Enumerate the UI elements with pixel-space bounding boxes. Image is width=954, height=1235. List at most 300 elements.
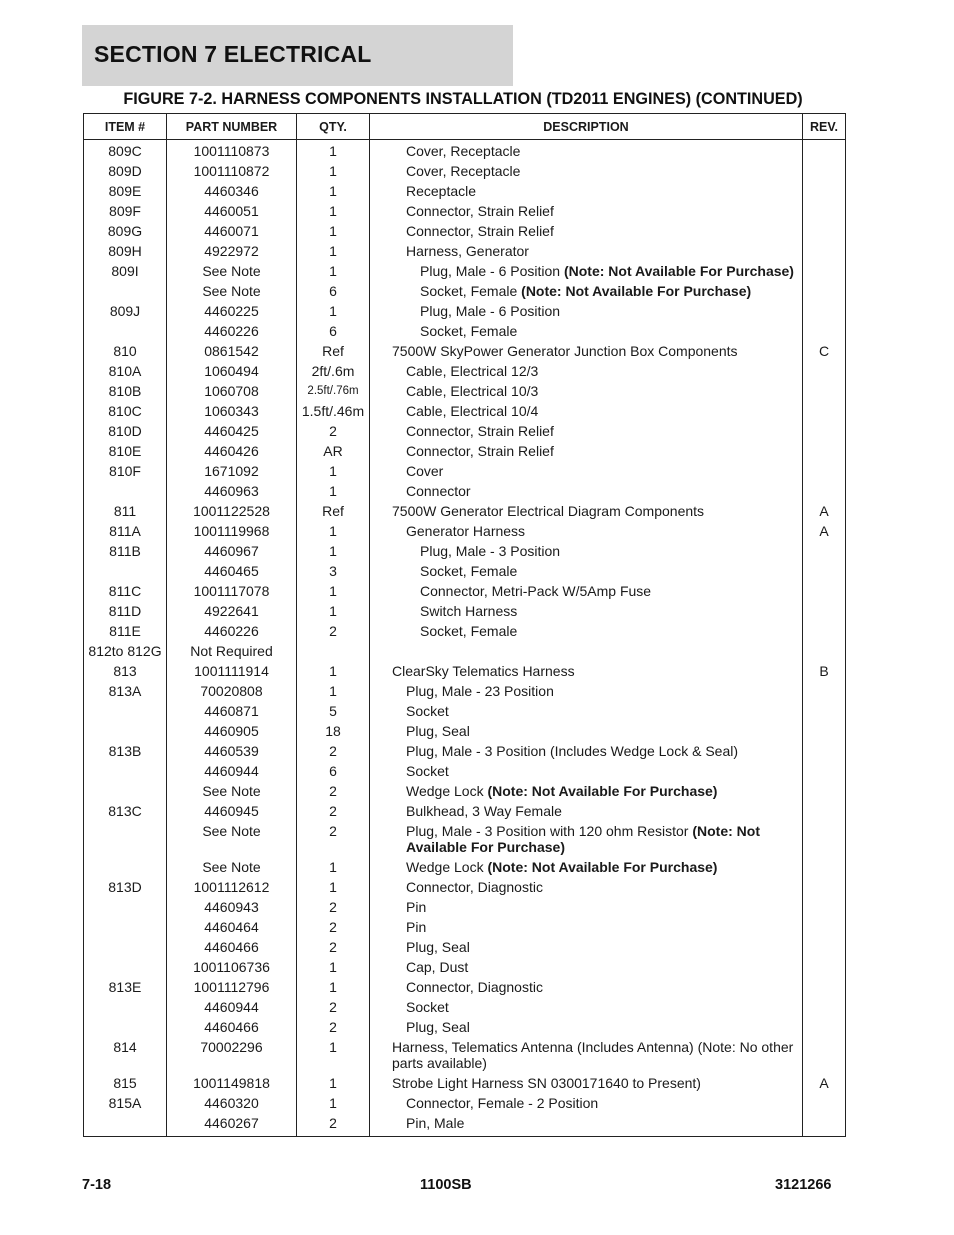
cell-item-number: 813C [84,801,167,821]
table-row [84,957,846,977]
table-row [84,140,846,162]
cell-item-number: 809J [84,301,167,321]
cell-qty: Ref [297,501,370,521]
description-label: Bulkhead, 3 Way Female [406,803,562,819]
description-text [374,603,798,619]
cell-qty: 2 [297,741,370,761]
cell-description [370,261,803,281]
cell-part-number: 4460963 [167,481,297,501]
description-text [374,879,798,895]
cell-item-number: 815 [84,1073,167,1093]
cell-revision [803,857,846,877]
cell-revision: B [803,661,846,681]
description-text [374,243,798,259]
footer-model: 1100SB [420,1177,472,1193]
cell-revision [803,897,846,917]
cell-qty: 1 [297,601,370,621]
cell-revision [803,181,846,201]
cell-qty: 1 [297,481,370,501]
cell-part-number: 70020808 [167,681,297,701]
cell-description [370,741,803,761]
cell-qty: 2 [297,821,370,857]
description-text [374,283,798,299]
cell-part-number: 4460225 [167,301,297,321]
cell-description [370,801,803,821]
cell-item-number [84,857,167,877]
cell-description [370,241,803,261]
description-label: Socket, Female [420,563,518,579]
cell-revision [803,221,846,241]
cell-description [370,140,803,162]
description-text [374,223,798,239]
cell-part-number: 1001111914 [167,661,297,681]
cell-description [370,401,803,421]
cell-description [370,957,803,977]
table-row [84,561,846,581]
cell-item-number: 811D [84,601,167,621]
cell-part-number: 4460426 [167,441,297,461]
table-row [84,481,846,501]
description-text [374,363,798,379]
cell-item-number: 810D [84,421,167,441]
cell-qty: AR [297,441,370,461]
cell-revision [803,821,846,857]
description-text [374,463,798,479]
cell-revision [803,1113,846,1137]
cell-item-number: 809H [84,241,167,261]
cell-description [370,917,803,937]
cell-qty: 1 [297,681,370,701]
cell-qty: 2ft/.6m [297,361,370,381]
description-text [374,823,798,855]
cell-qty: 1 [297,241,370,261]
cell-revision [803,997,846,1017]
cell-part-number: 70002296 [167,1037,297,1073]
cell-revision [803,281,846,301]
description-label: Wedge Lock [406,859,488,875]
description-text [374,743,798,759]
table-header-row [84,114,846,140]
cell-qty: 1 [297,201,370,221]
table-row [84,441,846,461]
cell-description [370,361,803,381]
cell-revision [803,581,846,601]
cell-revision [803,917,846,937]
cell-item-number: 809E [84,181,167,201]
description-label: Socket, Female [420,283,522,299]
cell-description [370,301,803,321]
cell-qty: 1 [297,181,370,201]
table-row [84,261,846,281]
cell-description [370,1037,803,1073]
cell-revision [803,261,846,281]
description-label: Harness, Generator [406,243,529,259]
description-label: Cover, Receptacle [406,163,521,179]
purchase-note: (Note: Not Available For Purchase) [406,823,761,855]
cell-description [370,857,803,877]
cell-part-number: See Note [167,821,297,857]
cell-qty: 1 [297,541,370,561]
description-label: Harness, Telematics Antenna (Includes Antenna) (Note: No other parts available) [392,1039,794,1071]
table-row [84,541,846,561]
cell-qty: 2 [297,621,370,641]
cell-description [370,321,803,341]
description-label: Plug, Seal [406,723,470,739]
table-row [84,301,846,321]
table-row [84,997,846,1017]
description-label: Plug, Male - 6 Position [420,303,561,319]
cell-item-number: 813E [84,977,167,997]
description-label: Connector, Diagnostic [406,979,543,995]
description-text [374,483,798,499]
description-text [374,143,798,159]
cell-description [370,521,803,541]
table-row [84,281,846,301]
cell-description [370,641,803,661]
description-label: Socket [406,763,449,779]
cell-part-number: 4460464 [167,917,297,937]
description-text [374,183,798,199]
purchase-note: (Note: Not Available For Purchase) [487,783,718,799]
cell-item-number [84,821,167,857]
cell-description [370,701,803,721]
cell-part-number: 4460051 [167,201,297,221]
description-label: 7500W SkyPower Generator Junction Box Components [392,343,738,359]
description-text [374,423,798,439]
cell-part-number: 4460466 [167,937,297,957]
description-text [374,763,798,779]
description-label: Connector, Strain Relief [406,423,554,439]
cell-revision [803,561,846,581]
cell-revision [803,241,846,261]
cell-item-number: 809G [84,221,167,241]
description-text [374,979,798,995]
cell-qty: 2 [297,897,370,917]
cell-qty: 2 [297,917,370,937]
cell-description [370,877,803,897]
table-row [84,501,846,521]
cell-part-number: 4460346 [167,181,297,201]
cell-item-number [84,997,167,1017]
cell-qty: 18 [297,721,370,741]
cell-part-number: 1001117078 [167,581,297,601]
section-title: SECTION 7 ELECTRICAL [94,41,372,67]
cell-part-number: 1001106736 [167,957,297,977]
description-label: Socket, Female [420,623,518,639]
description-label: Connector, Metri-Pack W/5Amp Fuse [420,583,652,599]
table-row [84,1073,846,1093]
description-label: Socket [406,999,449,1015]
description-label: Connector [406,483,471,499]
cell-revision [803,1037,846,1073]
table-row [84,781,846,801]
description-text [374,683,798,699]
cell-revision [803,1093,846,1113]
cell-item-number: 811C [84,581,167,601]
description-text [374,163,798,179]
description-label: Plug, Male - 3 Position with 120 ohm Resistor [406,823,693,839]
cell-item-number: 813B [84,741,167,761]
cell-part-number: 1001119968 [167,521,297,541]
table-row [84,361,846,381]
table-row [84,381,846,401]
cell-description [370,501,803,521]
description-text [374,919,798,935]
cell-revision: A [803,521,846,541]
description-text [374,303,798,319]
table-row [84,741,846,761]
cell-description [370,441,803,461]
cell-part-number: 4460071 [167,221,297,241]
cell-revision [803,401,846,421]
cell-part-number: 4460320 [167,1093,297,1113]
cell-description [370,341,803,361]
table-row [84,201,846,221]
cell-description [370,201,803,221]
cell-description [370,761,803,781]
cell-qty: 2 [297,801,370,821]
cell-part-number: 1001110873 [167,140,297,162]
table-row [84,161,846,181]
cell-item-number: 810B [84,381,167,401]
description-text [374,503,798,519]
cell-revision [803,461,846,481]
cell-revision: A [803,1073,846,1093]
description-label: Cable, Electrical 10/4 [406,403,539,419]
description-label: Cap, Dust [406,959,469,975]
description-text [374,1095,798,1111]
cell-description [370,601,803,621]
cell-part-number: 4460944 [167,997,297,1017]
cell-part-number: 1001112612 [167,877,297,897]
cell-description [370,897,803,917]
cell-qty: 6 [297,761,370,781]
cell-description [370,461,803,481]
description-label: Connector, Strain Relief [406,443,554,459]
cell-part-number: 4460945 [167,801,297,821]
cell-qty: 1 [297,521,370,541]
cell-revision [803,681,846,701]
description-label: Plug, Male - 6 Position [420,263,564,279]
description-text [374,1019,798,1035]
cell-part-number: 1671092 [167,461,297,481]
parts-table [83,113,846,1137]
description-label: Connector, Diagnostic [406,879,543,895]
cell-description [370,1113,803,1137]
description-label: Connector, Strain Relief [406,223,554,239]
cell-qty: 2 [297,421,370,441]
description-label: Cable, Electrical 10/3 [406,383,539,399]
cell-qty [297,641,370,661]
description-label: Plug, Male - 3 Position (Includes Wedge Lock & Seal) [406,743,739,759]
cell-part-number: 0861542 [167,341,297,361]
table-row [84,721,846,741]
table-row [84,581,846,601]
description-text [374,203,798,219]
purchase-note: (Note: Not Available For Purchase) [563,263,794,279]
cell-qty: 1 [297,1073,370,1093]
table-row [84,821,846,857]
cell-revision [803,161,846,181]
table-row [84,1093,846,1113]
cell-qty: 1 [297,581,370,601]
cell-revision: A [803,501,846,521]
description-label: Plug, Male - 3 Position [420,543,561,559]
cell-description [370,721,803,741]
cell-part-number: See Note [167,281,297,301]
description-text [374,543,798,559]
cell-item-number [84,281,167,301]
header-item: ITEM # [84,114,167,140]
description-label: Receptacle [406,183,477,199]
cell-revision [803,301,846,321]
table-row [84,977,846,997]
cell-item-number: 811A [84,521,167,541]
cell-part-number: 4922972 [167,241,297,261]
cell-description [370,1093,803,1113]
description-text [374,323,798,339]
cell-item-number: 810F [84,461,167,481]
cell-revision: C [803,341,846,361]
cell-qty: 2.5ft/.76m [297,381,370,401]
description-text [374,1115,798,1131]
cell-revision [803,721,846,741]
description-label: Cover, Receptacle [406,143,521,159]
cell-description [370,977,803,997]
cell-part-number: 4460267 [167,1113,297,1137]
cell-item-number: 809C [84,140,167,162]
cell-description [370,937,803,957]
description-text [374,623,798,639]
description-text [374,523,798,539]
description-text [374,263,798,279]
description-label: Wedge Lock [406,783,488,799]
cell-item-number: 813A [84,681,167,701]
cell-description [370,381,803,401]
description-text [374,383,798,399]
cell-revision [803,541,846,561]
description-label: Socket [406,703,449,719]
cell-qty: 1 [297,977,370,997]
description-label: Plug, Seal [406,1019,470,1035]
cell-revision [803,877,846,897]
table-row [84,937,846,957]
table-row [84,621,846,641]
cell-revision [803,641,846,661]
cell-revision [803,741,846,761]
cell-description [370,161,803,181]
cell-qty: Ref [297,341,370,361]
cell-item-number [84,1113,167,1137]
cell-item-number [84,917,167,937]
cell-part-number: 4460943 [167,897,297,917]
cell-revision [803,957,846,977]
purchase-note: (Note: Not Available For Purchase) [487,859,718,875]
cell-qty: 1 [297,957,370,977]
description-label: Pin [406,919,427,935]
cell-part-number: Not Required [167,641,297,661]
header-qty: QTY. [297,114,370,140]
cell-description [370,421,803,441]
cell-revision [803,621,846,641]
description-text [374,663,798,679]
cell-item-number: 811B [84,541,167,561]
cell-description [370,997,803,1017]
description-label: Connector, Strain Relief [406,203,554,219]
cell-item-number: 812to 812G [84,641,167,661]
description-label: Switch Harness [420,603,518,619]
description-text [374,959,798,975]
description-label: 7500W Generator Electrical Diagram Components [392,503,705,519]
cell-part-number: 1001112796 [167,977,297,997]
cell-qty: 1 [297,857,370,877]
cell-item-number [84,561,167,581]
cell-item-number: 814 [84,1037,167,1073]
table-row [84,681,846,701]
cell-part-number: 4460967 [167,541,297,561]
table-row [84,341,846,361]
cell-item-number [84,481,167,501]
cell-item-number: 811 [84,501,167,521]
table-row [84,1113,846,1137]
cell-description [370,281,803,301]
cell-revision [803,381,846,401]
table-row [84,181,846,201]
cell-item-number: 809F [84,201,167,221]
cell-qty: 6 [297,281,370,301]
cell-description [370,661,803,681]
description-label: Pin [406,899,427,915]
cell-part-number: 1001110872 [167,161,297,181]
cell-qty: 1 [297,877,370,897]
description-text [374,999,798,1015]
header-part-number: PART NUMBER [167,114,297,140]
cell-part-number: 4460466 [167,1017,297,1037]
cell-part-number: 1060708 [167,381,297,401]
description-text [374,859,798,875]
cell-part-number: See Note [167,261,297,281]
table-row [84,461,846,481]
table-row [84,321,846,341]
table-row [84,401,846,421]
cell-part-number: 4460871 [167,701,297,721]
description-text [374,583,798,599]
table-row [84,917,846,937]
description-text [374,783,798,799]
table-row [84,221,846,241]
cell-qty: 2 [297,1017,370,1037]
cell-revision [803,441,846,461]
cell-revision [803,701,846,721]
cell-part-number: 1060494 [167,361,297,381]
description-label: Socket, Female [420,323,518,339]
cell-revision [803,421,846,441]
cell-part-number: 4460539 [167,741,297,761]
cell-revision [803,140,846,162]
cell-item-number [84,701,167,721]
cell-qty: 6 [297,321,370,341]
table-row [84,1037,846,1073]
description-label: ClearSky Telematics Harness [392,663,575,679]
cell-qty: 5 [297,701,370,721]
header-rev: REV. [803,114,846,140]
description-text [374,443,798,459]
cell-qty: 1 [297,301,370,321]
cell-item-number: 810E [84,441,167,461]
cell-qty: 1 [297,661,370,681]
description-text [374,403,798,419]
cell-item-number [84,1017,167,1037]
